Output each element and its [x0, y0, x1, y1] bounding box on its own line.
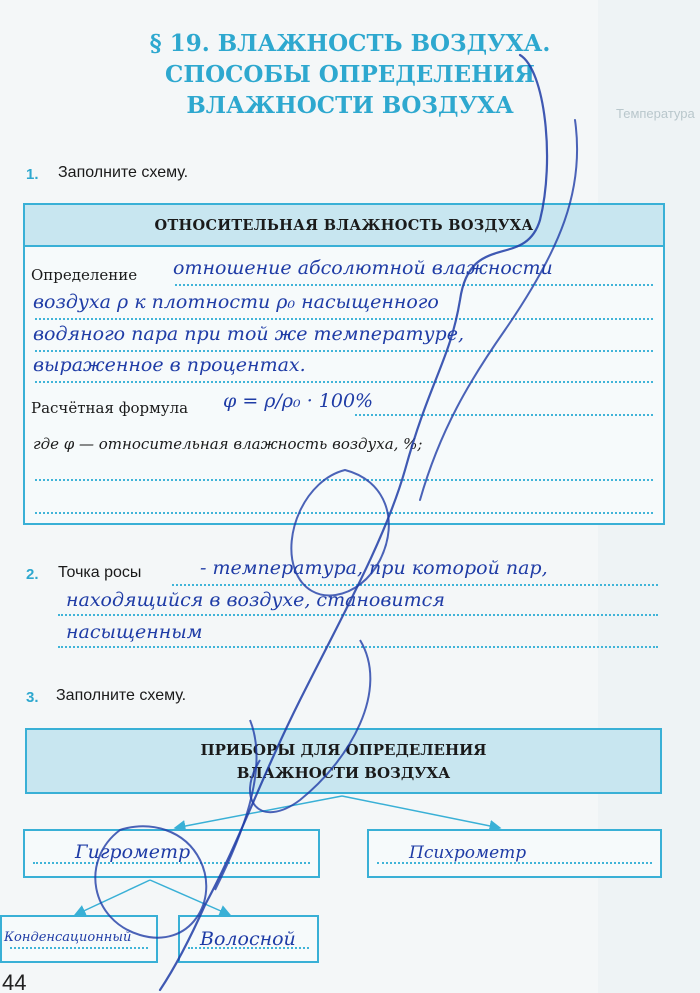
task-3-number: 3.: [26, 689, 39, 706]
task-1-number: 1.: [26, 166, 39, 183]
formula-label: Расчётная формула: [31, 399, 189, 417]
scribble-stroke: [215, 720, 257, 890]
scribble-stroke: [250, 640, 370, 812]
dew-point-answer-line-3: насыщенным: [66, 621, 203, 643]
dew-point-answer-line-2: находящийся в воздухе, становится: [66, 589, 445, 611]
psychrometer-answer: Психрометр: [409, 843, 527, 863]
definition-answer-line-4: выраженное в процентах.: [33, 354, 306, 376]
scribble-stroke: [420, 120, 577, 500]
task-3-instruction: Заполните схему.: [56, 687, 187, 704]
scribble-stroke: [95, 826, 206, 937]
instruments-title-line-2: ВЛАЖНОСТИ ВОЗДУХА: [236, 764, 451, 782]
definition-answer-line-2: воздуха ρ к плотности ρ₀ насыщенного: [33, 291, 439, 313]
formula-answer: φ = ρ/ρ₀ · 100%: [223, 390, 374, 412]
instruments-title-line-1: ПРИБОРЫ ДЛЯ ОПРЕДЕЛЕНИЯ: [200, 741, 487, 759]
scribble-stroke: [291, 470, 388, 595]
condensation-answer: Конденсационный: [4, 930, 132, 945]
title-line-1: § 19. ВЛАЖНОСТЬ ВОЗДУХА.: [149, 30, 551, 57]
task-1-instruction: Заполните схему.: [58, 164, 189, 181]
definition-answer-line-1: отношение абсолютной влажности: [173, 257, 553, 279]
next-page-text: Температура: [616, 106, 695, 121]
scribble-stroke: [160, 55, 547, 990]
page-number: 44: [2, 970, 27, 993]
dew-point-label: Точка росы: [58, 564, 142, 581]
relative-humidity-box-title: ОТНОСИТЕЛЬНАЯ ВЛАЖНОСТЬ ВОЗДУХА: [25, 205, 663, 247]
title-line-3: ВЛАЖНОСТИ ВОЗДУХА: [186, 92, 514, 119]
task-2-number: 2.: [26, 566, 39, 583]
dew-point-answer-line-1: - температура, при которой пар,: [200, 557, 548, 579]
hair-answer: Волосной: [200, 928, 296, 950]
definition-label: Определение: [31, 266, 138, 284]
title-line-2: СПОСОБЫ ОПРЕДЕЛЕНИЯ: [165, 61, 535, 88]
definition-answer-line-3: водяного пара при той же температуре,: [33, 323, 465, 345]
formula-legend: где φ — относительная влажность воздуха, %;: [33, 435, 423, 453]
hygrometer-answer: Гигрометр: [75, 841, 191, 863]
